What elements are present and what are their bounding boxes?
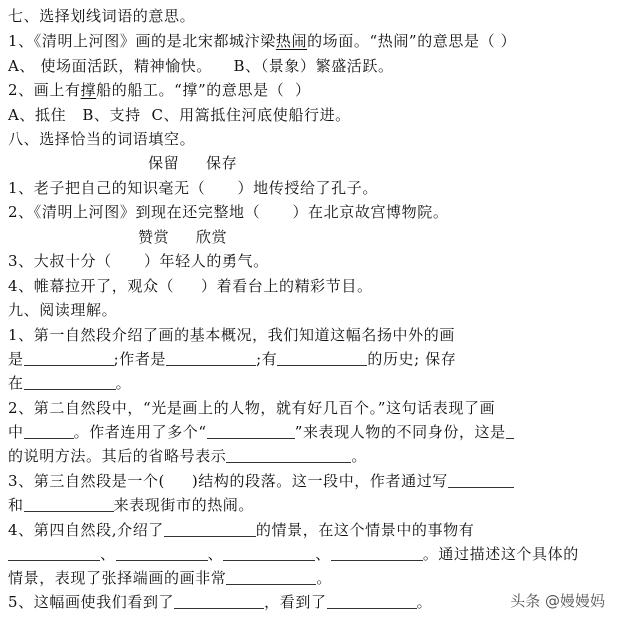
blank[interactable] [166,351,256,366]
blank[interactable] [24,497,114,512]
blank[interactable] [24,375,116,390]
sec8-q4: 4、帷幕拉开了，观众（ ）着看台上的精彩节目。 [8,277,373,295]
text: ，看到了 [264,593,327,611]
text: 、 [315,545,331,563]
sec9-q2-line3 [8,446,367,466]
section-8-title: 八、选择恰当的词语填空。 [8,130,196,148]
sec9-q3-line1 [8,471,514,491]
blank[interactable] [223,546,315,561]
text: 。通过描述这个具体的 [422,545,579,563]
text: ;作者是 [113,350,167,368]
sec9-q5 [8,592,432,612]
text: 4、第四自然段,介绍了 [8,521,164,539]
blank[interactable] [24,424,74,439]
blank[interactable] [8,546,100,561]
text: 5、这幅画使我们看到了 [8,593,175,611]
blank[interactable] [207,424,295,439]
text: 在 [8,374,24,392]
text: 。 [115,374,132,392]
sec9-q2-line1: 2、第二自然段中，“光是画上的人物，就有好几百个。”这句话表现了画 [8,399,496,417]
sec9-q4-line1 [8,520,474,540]
text: 。作者连用了多个“ [73,423,207,441]
sec8-q2: 2、《清明上河图》到现在还完整地（ ）在北京故宫博物院。 [8,203,449,221]
text: 中 [8,423,24,441]
text: 的情景，在这个情景中的事物有 [255,521,475,539]
blank[interactable] [164,522,256,537]
sec9-q1-line1: 1、第一自然段介绍了画的基本概况，我们知道这幅名扬中外的画 [8,326,455,344]
blank[interactable] [327,594,417,609]
sec7-q1 [8,31,516,51]
text: 1、《清明上河图》画的是北宋都城汴梁 [8,32,276,50]
blank[interactable] [24,351,114,366]
section-9-title: 九、阅读理解。 [8,301,118,319]
blank[interactable] [506,424,514,439]
text: 是 [8,350,24,368]
text: ”来表现人物的不同身份，这是 [294,423,506,441]
watermark: 头条 @嫚嫚妈 [510,592,605,610]
blank[interactable] [226,448,351,463]
blank[interactable] [174,594,264,609]
text: 。 [316,569,333,587]
text: 、 [100,545,116,563]
word-choices-1: 保留 保存 [148,154,238,172]
sec9-q3-line2 [8,495,254,515]
sec8-q3: 3、大叔十分（ ）年轻人的勇气。 [8,252,269,270]
underlined-word: 热闹 [275,32,308,50]
blank[interactable] [226,570,316,585]
section-7-title: 七、选择划线词语的意思。 [8,7,196,25]
text: 情景，表现了张择端画的画非常 [8,569,227,587]
text: 和 [8,496,24,514]
text: 的说明方法。其后的省略号表示 [8,447,227,465]
sec9-q2-line2 [8,422,514,442]
blank[interactable] [277,351,367,366]
text: 的历史; 保存 [367,350,457,368]
text: 的场面。“热闹”的意思是（ ） [307,32,517,50]
blank[interactable] [116,546,208,561]
sec9-q1-line3 [8,373,131,393]
underlined-word: 撑 [80,81,97,99]
sec8-q1: 1、老子把自己的知识毫无（ ）地传授给了孔子。 [8,179,378,197]
text: ;有 [256,350,278,368]
sec9-q4-line3 [8,568,332,588]
sec7-q2-options: A、抵住 B、支持 C、用篙抵住河底使船行进。 [8,106,351,124]
blank[interactable] [331,546,423,561]
text: 来表现街市的热闹。 [113,496,255,514]
text: 2、画上有 [8,81,81,99]
sec9-q1-line2 [8,349,456,369]
text: 。 [351,447,368,465]
sec7-q2 [8,80,311,100]
text: 船的船工。“撑”的意思是（ ） [96,81,311,99]
blank[interactable] [448,473,514,488]
word-choices-2: 赞赏 欣赏 [138,228,228,246]
sec9-q4-line2 [8,544,579,564]
text: 、 [207,545,224,563]
text: 。 [416,593,433,611]
text: 3、第三自然段是一个( )结构的段落。这一段中，作者通过写 [8,472,448,490]
sec7-q1-options: A、 使场面活跃，精神愉快。 B、（景象）繁盛活跃。 [8,57,394,75]
